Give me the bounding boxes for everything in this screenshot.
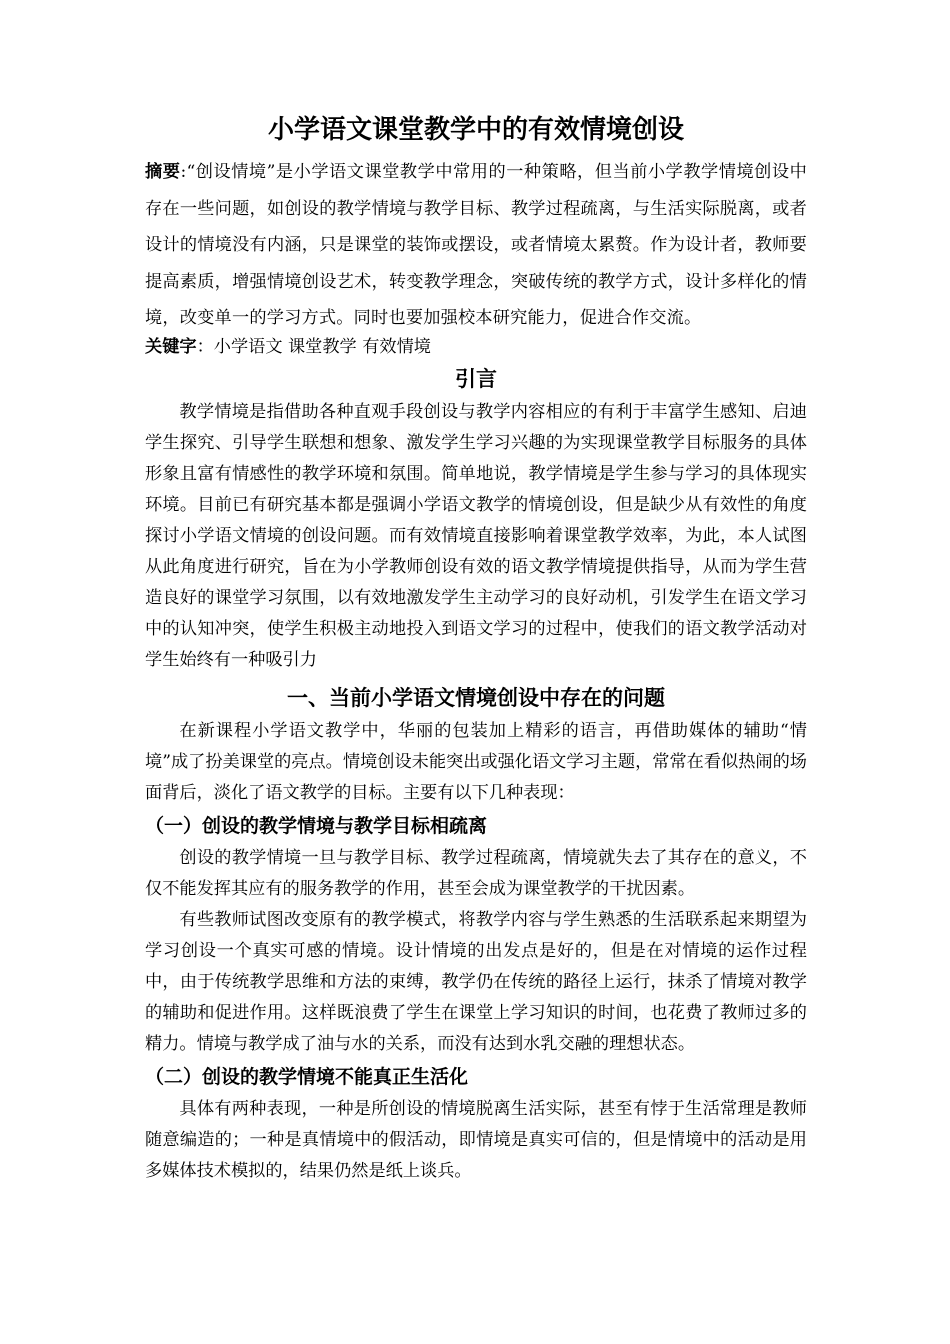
document-title: 小学语文课堂教学中的有效情境创设 (267, 115, 684, 145)
abstract-text: “创设情境”是小学语文课堂教学中常用的一种策略，但当前小学教学情境创设中存在一些问题，如创设的教学情境与教学目标、教学过程疏离，与生活实际脱离，或者设计的情境没有内涵，只是课堂的装饰或摆设，或者情境太累赘。作为设计者，教师要提高素质，增强情境创设艺术，转变教学理念，突破传统的教学方式，设计多样化的情境，改变单一的学习方式。同时也要加强校本研究能力，促进合作交流。 (145, 162, 807, 328)
keywords-text: 小学语文 课堂教学 有效情境 (213, 336, 431, 357)
subsection-2-heading: （二）创设的教学情境不能真正生活化 (145, 1065, 469, 1088)
intro-heading: 引言 (455, 366, 497, 391)
subsection-1-heading: （一）创设的教学情境与教学目标相疏离 (145, 814, 488, 837)
keywords-separator: ： (196, 336, 214, 357)
document-page (145, 108, 807, 1187)
subsection-1-paragraph-2: 有些教师试图改变原有的教学模式，将教学内容与学生熟悉的生活联系起来期望为学习创设一个真实可感的情境。设计情境的出发点是好的，但是在对情境的运作过程中，由于传统教学思维和方法的束缚，教学仍在传统的路径上运行，抹杀了情境对教学的辅助和促进作用。这样既浪费了学生在课堂上学习知识的时间，也花费了教师过多的精力。情境与教学成了油与水的关系，而没有达到水乳交融的理想状态。 (145, 909, 807, 1054)
abstract (145, 154, 807, 337)
subsection-2-paragraph: 具体有两种表现，一种是所创设的情境脱离生活实际，甚至有悖于生活常理是教师随意编造的；一种是真情境中的假活动，即情境是真实可信的，但是情境中的活动是用多媒体技术模拟的，结果仍然是纸上谈兵。 (145, 1098, 807, 1181)
keywords (145, 333, 807, 361)
intro-paragraph: 教学情境是指借助各种直观手段创设与教学内容相应的有利于丰富学生感知、启迪学生探究、引导学生联想和想象、激发学生学习兴趣的为实现课堂教学目标服务的具体形象且富有情感性的教学环境和氛围。简单地说，教学情境是学生参与学习的具体现实环境。目前已有研究基本都是强调小学语文教学的情境创设，但是缺少从有效性的角度探讨小学语文情境的创设问题。而有效情境直接影响着课堂教学效率，为此，本人试图从此角度进行研究，旨在为小学教师创设有效的语文教学情境提供指导，从而为学生营造良好的课堂学习氛围，以有效地激发学生主动学习的良好动机，引发学生在语文学习中的认知冲突，使学生积极主动地投入到语文学习的过程中，使我们的语文教学活动对学生始终有一种吸引力 (145, 401, 807, 670)
abstract-separator: : (180, 162, 187, 182)
section-1-paragraph: 在新课程小学语文教学中，华丽的包装加上精彩的语言，再借助媒体的辅助“情境”成了扮美课堂的亮点。情境创设未能突出或强化语文学习主题，常常在看似热闹的场面背后，淡化了语文教学的目标。主要有以下几种表现： (145, 720, 807, 803)
subsection-1-paragraph-1: 创设的教学情境一旦与教学目标、教学过程疏离，情境就失去了其存在的意义，不仅不能发挥其应有的服务教学的作用，甚至会成为课堂教学的干扰因素。 (145, 847, 807, 899)
section-1-heading: 一、当前小学语文情境创设中存在的问题 (287, 685, 665, 710)
abstract-label: 摘要 (145, 162, 181, 182)
keywords-label: 关键字 (145, 336, 197, 357)
